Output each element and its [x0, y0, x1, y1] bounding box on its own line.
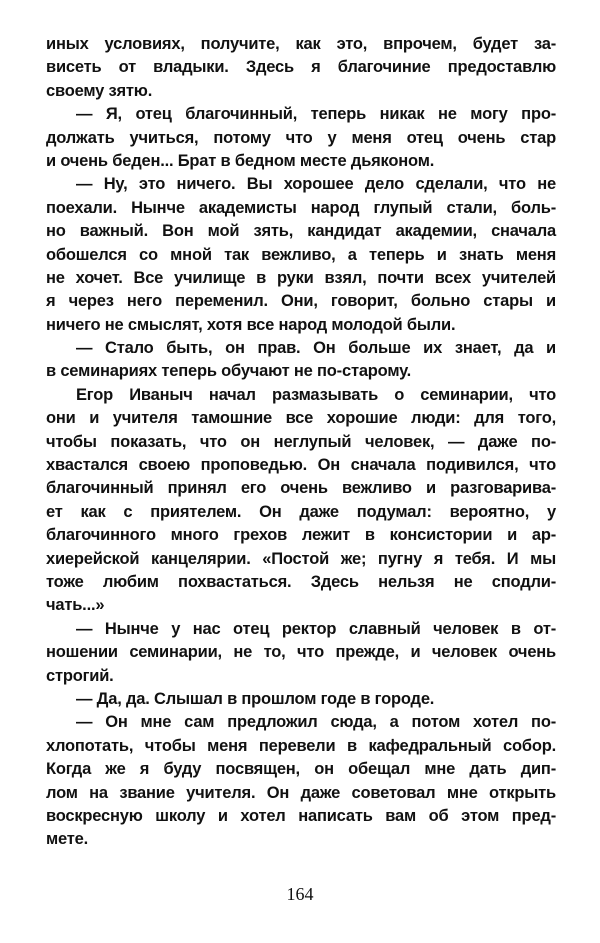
- paragraph: [46, 337, 556, 384]
- text-line: и очень беден... Брат в бедном месте дьяконом.: [46, 151, 435, 170]
- text-line: мете.: [46, 830, 89, 849]
- text-line: не хочет. Все училище в руки взял, почти всех учителей: [46, 268, 556, 287]
- paragraph: [46, 103, 556, 173]
- text-line: в семинариях теперь обучают не по-старому.: [46, 362, 412, 381]
- text-line: ет как с приятелем. Он даже подумал: вероятно, у: [46, 502, 556, 521]
- text-line: — Нынче у нас отец ректор славный человек в от-: [76, 619, 556, 638]
- text-line: — Стало быть, он прав. Он больше их знает, да и: [76, 339, 556, 358]
- paragraph: [46, 384, 556, 618]
- text-line: Когда же я буду посвящен, он обещал мне дать дип-: [46, 760, 556, 779]
- text-line: воскресную школу и хотел написать вам об этом пред-: [46, 806, 556, 825]
- text-line: хлопотать, чтобы меня перевели в кафедральный собор.: [46, 736, 556, 755]
- text-line: хиерейской канцелярии. «Постой же; пугну я тебя. И мы: [46, 549, 556, 568]
- text-line: тоже любим похвастаться. Здесь нельзя не сподли-: [46, 572, 556, 591]
- text-line: своему зятю.: [46, 81, 153, 100]
- text-line: обошелся со мной так вежливо, а теперь и знать меня: [46, 245, 556, 264]
- text-line: благочинного много грехов лежит в консистории и ар-: [46, 526, 556, 545]
- text-line: — Я, отец благочинный, теперь никак не могу про-: [76, 105, 556, 124]
- text-line: — Ну, это ничего. Вы хорошее дело сделали, что не: [76, 175, 556, 194]
- text-line: Егор Иваныч начал размазывать о семинарии, что: [76, 385, 556, 404]
- text-line: — Да, да. Слышал в прошлом годе в городе.: [76, 689, 435, 708]
- text-line: поехали. Нынче академисты народ глупый стали, боль-: [46, 198, 556, 217]
- text-line: строгий.: [46, 666, 114, 685]
- page-number: 164: [286, 884, 314, 904]
- text-line: ничего не смыслят, хотя все народ молодой были.: [46, 315, 456, 334]
- text-line: но важный. Вон мой зять, кандидат академии, сначала: [46, 222, 556, 241]
- text-line: ношении семинарии, не то, что прежде, и человек очень: [46, 643, 556, 662]
- page-text: [46, 33, 556, 852]
- text-line: лом на звание учителя. Он даже советовал мне открыть: [46, 783, 556, 802]
- text-line: чтобы показать, что он неглупый человек, — даже по-: [46, 432, 556, 451]
- paragraph: [46, 33, 556, 103]
- paragraph: [46, 688, 556, 711]
- text-line: благочинный принял его очень вежливо и разговарива-: [46, 479, 556, 498]
- text-line: иных условиях, получите, как это, впрочем, будет за-: [46, 35, 556, 53]
- text-line: они и учителя тамошние все хорошие люди: для того,: [46, 409, 556, 428]
- text-line: должать учиться, потому что у меня отец очень стар: [46, 128, 556, 147]
- text-line: чать...»: [46, 596, 105, 615]
- paragraph: [46, 618, 556, 688]
- text-line: хвастался своею проповедью. Он сначала подивился, что: [46, 456, 556, 475]
- paragraph: [46, 711, 556, 851]
- text-line: — Он мне сам предложил сюда, а потом хотел по-: [76, 713, 556, 732]
- text-line: висеть от владыки. Здесь я благочиние предоставлю: [46, 58, 556, 77]
- paragraph: [46, 173, 556, 337]
- text-line: я через него переменил. Они, говорит, больно стары и: [46, 292, 556, 311]
